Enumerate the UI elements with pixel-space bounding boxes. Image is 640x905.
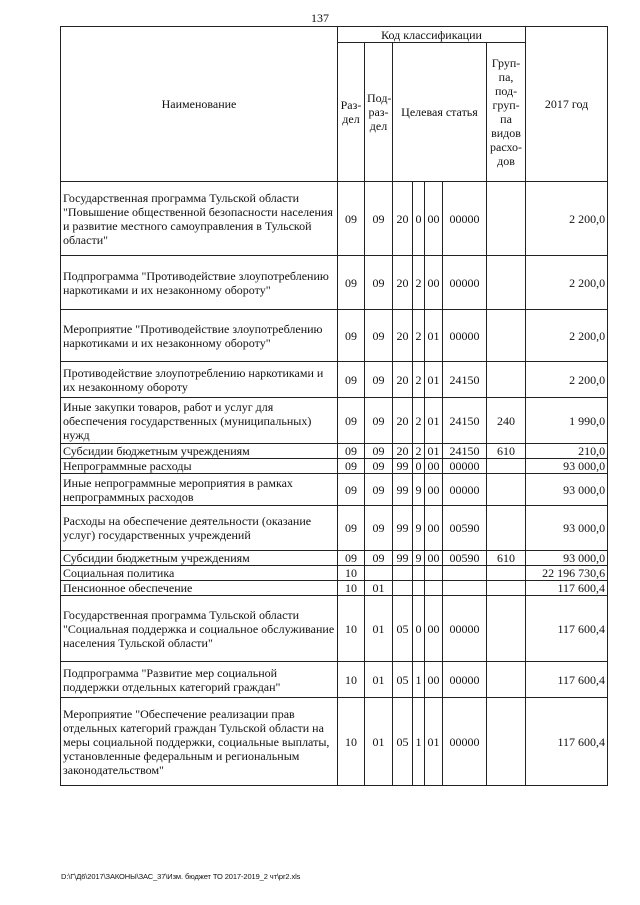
cell-t1: 20 [393, 444, 413, 459]
cell-t1: 99 [393, 474, 413, 506]
cell-t4: 00000 [443, 698, 487, 786]
cell-t2: 2 [413, 310, 425, 362]
cell-t4: 00590 [443, 506, 487, 551]
cell-t3: 00 [425, 662, 443, 698]
cell-name: Подпрограмма "Противодействие злоупотреблению наркотиками и их незаконному обороту" [61, 256, 338, 310]
cell-amount: 117 600,4 [526, 698, 608, 786]
cell-t1: 05 [393, 596, 413, 662]
table-body [61, 27, 608, 786]
cell-vr [487, 474, 526, 506]
cell-t3 [425, 581, 443, 596]
cell-t3: 00 [425, 182, 443, 256]
cell-t1: 20 [393, 182, 413, 256]
cell-amount: 2 200,0 [526, 256, 608, 310]
cell-r: 10 [338, 596, 365, 662]
table-row [61, 551, 608, 566]
cell-amount: 93 000,0 [526, 506, 608, 551]
cell-amount: 2 200,0 [526, 362, 608, 398]
cell-name: Пенсионное обеспечение [61, 581, 338, 596]
cell-r: 09 [338, 506, 365, 551]
cell-r: 09 [338, 310, 365, 362]
budget-table [60, 26, 608, 786]
cell-name: Государственная программа Тульской области "Социальная поддержка и социальное обслуживание населения Тульской области" [61, 596, 338, 662]
cell-r: 09 [338, 182, 365, 256]
cell-vr [487, 459, 526, 474]
table-row [61, 662, 608, 698]
cell-vr [487, 256, 526, 310]
footer-path: D:\Г\Д6\2017\ЗАКОНЫ\ЗАС_37\Изм. бюджет ТО 2017-2019_2 чт\pr2.xls [61, 872, 301, 881]
cell-name: Подпрограмма "Развитие мер социальной поддержки отдельных категорий граждан" [61, 662, 338, 698]
cell-pr: 09 [365, 398, 393, 444]
cell-pr: 01 [365, 662, 393, 698]
cell-r: 09 [338, 444, 365, 459]
cell-r: 10 [338, 698, 365, 786]
table-row [61, 596, 608, 662]
cell-t1: 20 [393, 398, 413, 444]
cell-r: 09 [338, 398, 365, 444]
cell-t3: 01 [425, 398, 443, 444]
cell-pr: 09 [365, 182, 393, 256]
cell-vr [487, 182, 526, 256]
cell-r: 10 [338, 566, 365, 581]
cell-t2: 9 [413, 474, 425, 506]
cell-t3: 01 [425, 362, 443, 398]
cell-amount: 117 600,4 [526, 662, 608, 698]
cell-pr: 09 [365, 474, 393, 506]
cell-vr: 610 [487, 444, 526, 459]
cell-t3: 01 [425, 444, 443, 459]
header-target: Целевая статья [393, 43, 487, 182]
cell-t1: 99 [393, 506, 413, 551]
cell-vr [487, 581, 526, 596]
cell-t2: 2 [413, 256, 425, 310]
header-year: 2017 год [526, 27, 608, 182]
header-podrazdel: Под- раз- дел [365, 43, 393, 182]
cell-t4: 00000 [443, 474, 487, 506]
cell-amount: 2 200,0 [526, 310, 608, 362]
cell-name: Субсидии бюджетным учреждениям [61, 444, 338, 459]
cell-vr [487, 506, 526, 551]
cell-amount: 117 600,4 [526, 581, 608, 596]
cell-amount: 93 000,0 [526, 474, 608, 506]
cell-r: 09 [338, 551, 365, 566]
cell-t3: 00 [425, 551, 443, 566]
cell-t2: 2 [413, 362, 425, 398]
cell-t2: 9 [413, 551, 425, 566]
cell-r: 09 [338, 474, 365, 506]
cell-t2: 1 [413, 698, 425, 786]
cell-t2 [413, 566, 425, 581]
cell-t2: 9 [413, 506, 425, 551]
table-row [61, 398, 608, 444]
cell-pr: 09 [365, 551, 393, 566]
cell-t4 [443, 581, 487, 596]
cell-pr: 01 [365, 596, 393, 662]
cell-name: Мероприятие "Обеспечение реализации прав отдельных категорий граждан Тульской области на меры социальной поддержки, социальные выплаты, установленные федеральным и региональным законодательством" [61, 698, 338, 786]
cell-t2: 1 [413, 662, 425, 698]
cell-name: Субсидии бюджетным учреждениям [61, 551, 338, 566]
cell-name: Социальная политика [61, 566, 338, 581]
header-name: Наименование [61, 27, 338, 182]
cell-amount: 210,0 [526, 444, 608, 459]
cell-vr [487, 310, 526, 362]
cell-r: 09 [338, 362, 365, 398]
header-row [61, 27, 608, 43]
cell-t4: 00000 [443, 459, 487, 474]
cell-t2: 2 [413, 398, 425, 444]
cell-t1: 05 [393, 662, 413, 698]
cell-pr: 09 [365, 444, 393, 459]
cell-r: 10 [338, 662, 365, 698]
table-row [61, 256, 608, 310]
cell-name: Иные непрограммные мероприятия в рамках непрограммных расходов [61, 474, 338, 506]
cell-amount: 1 990,0 [526, 398, 608, 444]
cell-vr [487, 698, 526, 786]
page-number: 137 [311, 11, 329, 25]
cell-t3: 00 [425, 459, 443, 474]
table-row [61, 474, 608, 506]
cell-vr [487, 362, 526, 398]
cell-t3: 00 [425, 474, 443, 506]
cell-t2: 2 [413, 444, 425, 459]
cell-vr: 240 [487, 398, 526, 444]
header-code-group: Код классификации [338, 27, 526, 43]
cell-t3: 01 [425, 698, 443, 786]
cell-t4: 00000 [443, 662, 487, 698]
table-row [61, 566, 608, 581]
cell-vr: 610 [487, 551, 526, 566]
cell-name: Непрограммные расходы [61, 459, 338, 474]
table-row [61, 506, 608, 551]
cell-r: 09 [338, 256, 365, 310]
cell-t3 [425, 566, 443, 581]
cell-t1: 99 [393, 459, 413, 474]
cell-vr [487, 662, 526, 698]
cell-name: Расходы на обеспечение деятельности (оказание услуг) государственных учреждений [61, 506, 338, 551]
cell-amount: 93 000,0 [526, 459, 608, 474]
cell-r: 09 [338, 459, 365, 474]
table-row [61, 698, 608, 786]
cell-t1: 05 [393, 698, 413, 786]
cell-t4: 00000 [443, 310, 487, 362]
cell-t1 [393, 581, 413, 596]
cell-t1: 20 [393, 310, 413, 362]
cell-pr [365, 566, 393, 581]
cell-t3: 00 [425, 596, 443, 662]
cell-t1: 99 [393, 551, 413, 566]
cell-t4: 00000 [443, 256, 487, 310]
cell-pr: 09 [365, 256, 393, 310]
header-group: Груп- па, под- груп- па видов расхо- дов [487, 43, 526, 182]
cell-t4: 00000 [443, 182, 487, 256]
cell-pr: 09 [365, 506, 393, 551]
cell-r: 10 [338, 581, 365, 596]
cell-t1: 20 [393, 256, 413, 310]
cell-name: Мероприятие "Противодействие злоупотреблению наркотиками и их незаконному обороту" [61, 310, 338, 362]
cell-amount: 2 200,0 [526, 182, 608, 256]
cell-name: Иные закупки товаров, работ и услуг для обеспечения государственных (муниципальных) нужд [61, 398, 338, 444]
header-razdel: Раз- дел [338, 43, 365, 182]
cell-t4: 24150 [443, 444, 487, 459]
cell-t2 [413, 581, 425, 596]
table-row [61, 182, 608, 256]
cell-pr: 09 [365, 362, 393, 398]
cell-t3: 00 [425, 506, 443, 551]
cell-pr: 01 [365, 698, 393, 786]
cell-t4: 00000 [443, 596, 487, 662]
cell-t4: 24150 [443, 398, 487, 444]
cell-t2: 0 [413, 596, 425, 662]
cell-t3: 01 [425, 310, 443, 362]
cell-t3: 00 [425, 256, 443, 310]
cell-amount: 22 196 730,6 [526, 566, 608, 581]
table-row [61, 459, 608, 474]
cell-vr [487, 596, 526, 662]
cell-t2: 0 [413, 182, 425, 256]
cell-name: Противодействие злоупотреблению наркотиками и их незаконному обороту [61, 362, 338, 398]
cell-vr [487, 566, 526, 581]
cell-t4 [443, 566, 487, 581]
cell-pr: 01 [365, 581, 393, 596]
cell-t1: 20 [393, 362, 413, 398]
cell-pr: 09 [365, 459, 393, 474]
cell-amount: 93 000,0 [526, 551, 608, 566]
table-row [61, 581, 608, 596]
cell-name: Государственная программа Тульской области "Повышение общественной безопасности населения и развитие местного самоуправления в Тульской области" [61, 182, 338, 256]
cell-t4: 00590 [443, 551, 487, 566]
table-row [61, 362, 608, 398]
table-row [61, 444, 608, 459]
table-row [61, 310, 608, 362]
cell-t4: 24150 [443, 362, 487, 398]
cell-amount: 117 600,4 [526, 596, 608, 662]
cell-pr: 09 [365, 310, 393, 362]
cell-t2: 0 [413, 459, 425, 474]
cell-t1 [393, 566, 413, 581]
